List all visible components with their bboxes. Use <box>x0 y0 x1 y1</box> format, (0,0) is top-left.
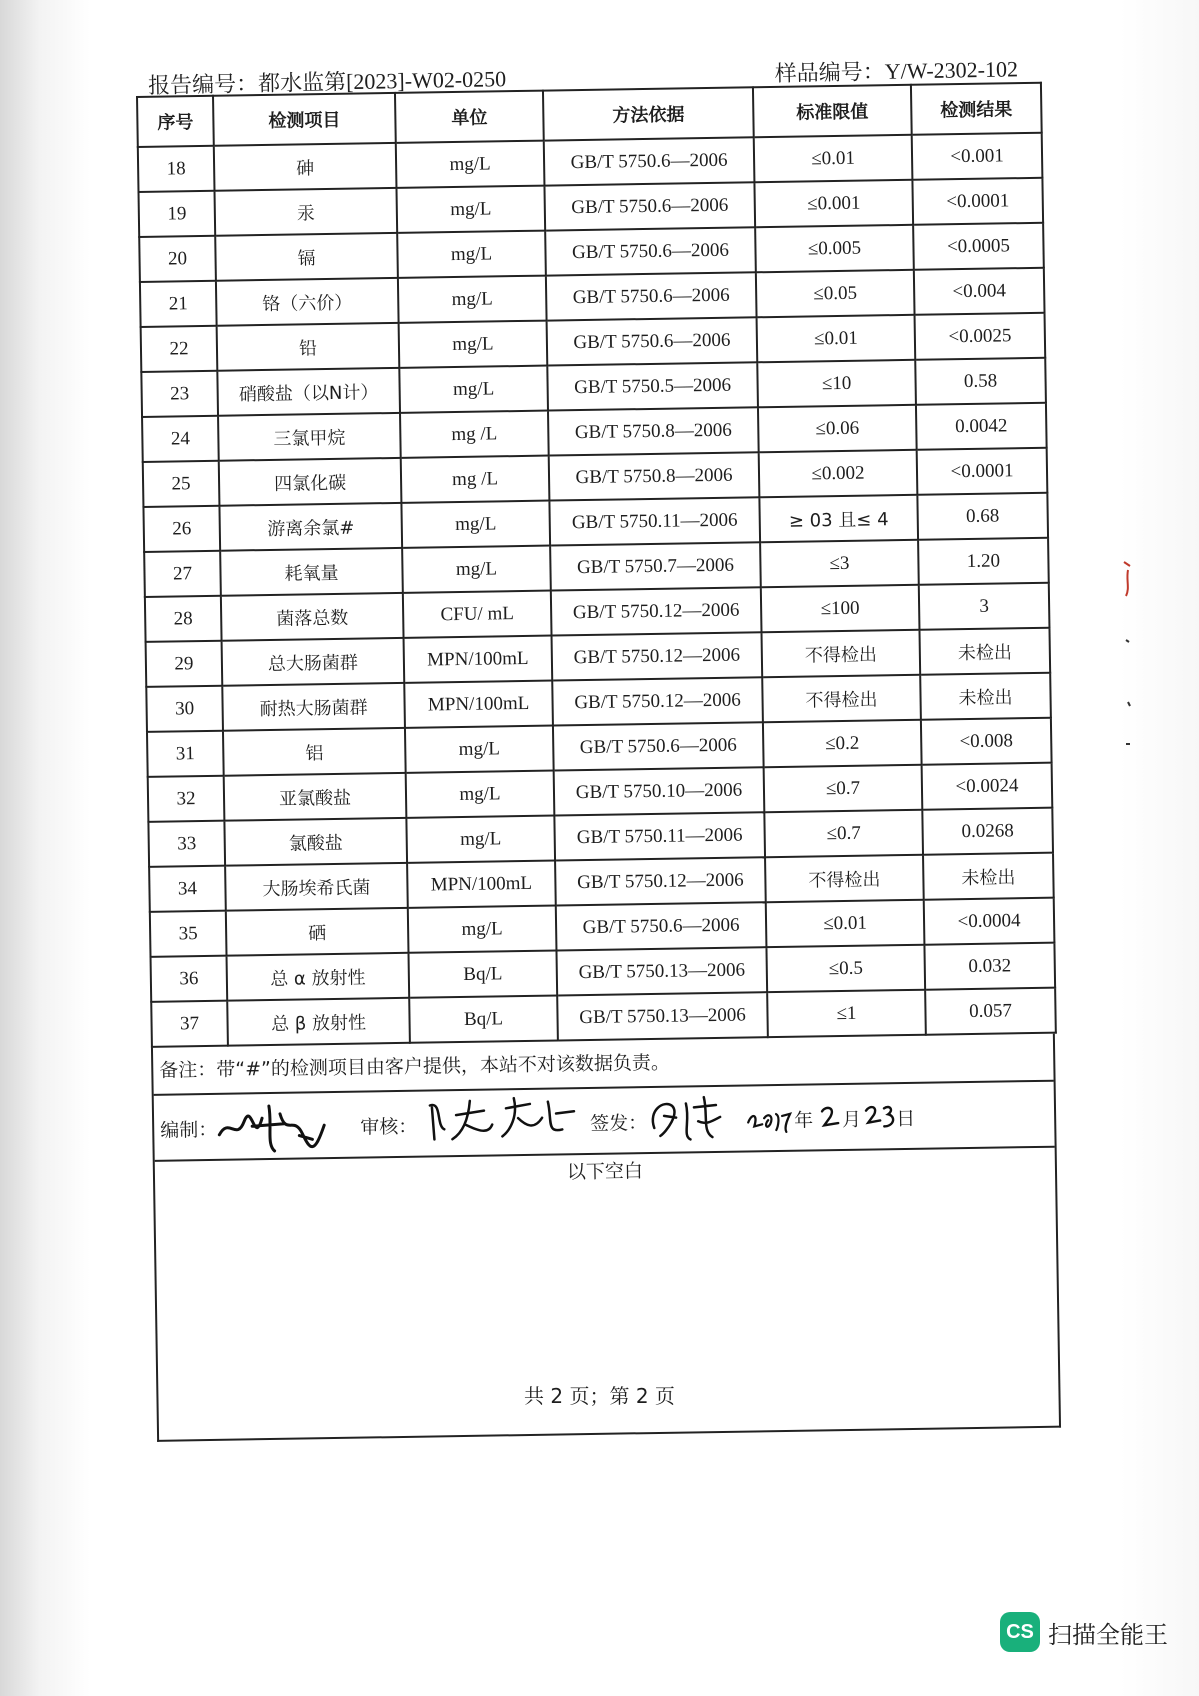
cell-result: <0.001 <box>912 133 1043 180</box>
cell-no: 33 <box>148 821 225 867</box>
date-month-char: 月 <box>841 1108 862 1132</box>
column-header: 单位 <box>395 91 544 143</box>
cell-limit: ≤0.7 <box>764 810 923 857</box>
cell-method: GB/T 5750.8—2006 <box>548 407 759 455</box>
date-day-char: 日 <box>895 1107 916 1131</box>
cell-limit: ≤0.01 <box>754 135 913 182</box>
cell-item: 铬（六价） <box>216 278 399 326</box>
reviewer-signature <box>422 1089 583 1148</box>
cell-unit: Bq/L <box>408 951 557 998</box>
cell-result: <0.008 <box>921 718 1052 765</box>
cell-no: 28 <box>145 596 222 642</box>
cell-method: GB/T 5750.11—2006 <box>554 812 765 860</box>
cell-no: 34 <box>149 866 226 912</box>
cell-result: <0.0001 <box>912 178 1043 225</box>
cell-unit: mg/L <box>396 141 545 188</box>
cell-limit: ≤0.5 <box>766 945 925 992</box>
cell-item: 菌落总数 <box>221 593 404 641</box>
cell-item: 总 α 放射性 <box>227 953 410 1001</box>
cell-method: GB/T 5750.13—2006 <box>556 947 767 995</box>
cell-result: 未检出 <box>919 628 1050 675</box>
cell-method: GB/T 5750.5—2006 <box>547 362 758 410</box>
cell-limit: ≤0.06 <box>758 405 917 452</box>
cell-unit: mg/L <box>401 501 550 548</box>
cell-method: GB/T 5750.13—2006 <box>557 992 768 1040</box>
table-body <box>138 133 1056 1047</box>
cell-item: 硝酸盐（以N计） <box>217 368 400 416</box>
cell-limit: ≤0.2 <box>763 720 922 767</box>
cell-result: 0.0268 <box>922 808 1053 855</box>
cell-result: 未检出 <box>920 673 1051 720</box>
cell-no: 27 <box>144 551 221 597</box>
cell-limit: 不得检出 <box>762 630 921 677</box>
cell-item: 耐热大肠菌群 <box>222 683 405 731</box>
cell-unit: mg /L <box>400 411 549 458</box>
cell-limit: ≤100 <box>761 585 920 632</box>
cell-no: 22 <box>141 326 218 372</box>
cell-no: 32 <box>148 776 225 822</box>
column-header: 检测项目 <box>213 93 396 146</box>
cell-unit: mg/L <box>397 231 546 278</box>
editor-label: 编制： <box>160 1118 218 1142</box>
cell-result: <0.0001 <box>917 448 1048 495</box>
cell-item: 铝 <box>223 728 406 776</box>
cs-badge-icon: CS <box>1000 1612 1040 1652</box>
cell-item: 总 β 放射性 <box>227 998 410 1046</box>
cell-no: 36 <box>151 956 228 1002</box>
cell-limit: ≤0.002 <box>759 450 918 497</box>
reviewer-label: 审核： <box>360 1115 418 1139</box>
cell-item: 亚氯酸盐 <box>224 773 407 821</box>
cell-result: 1.20 <box>918 538 1049 585</box>
cell-method: GB/T 5750.6—2006 <box>547 317 758 365</box>
cell-item: 大肠埃希氏菌 <box>225 863 408 911</box>
cell-item: 游离余氯# <box>219 503 402 551</box>
cell-limit: ≤3 <box>760 540 919 587</box>
cell-limit: ≤0.01 <box>766 900 925 947</box>
page-indicator: 共 2 页；第 2 页 <box>524 1384 675 1408</box>
report-sheet <box>136 82 1061 1442</box>
cell-limit: ≤0.7 <box>764 765 923 812</box>
column-header: 方法依据 <box>543 87 754 140</box>
cell-result: 0.032 <box>924 943 1055 990</box>
cell-no: 35 <box>150 911 227 957</box>
cell-unit: mg/L <box>402 546 551 593</box>
blank-text: 以下空白 <box>566 1160 644 1184</box>
cell-method: GB/T 5750.12—2006 <box>552 677 763 725</box>
cell-unit: MPN/100mL <box>404 636 553 683</box>
cell-limit: 不得检出 <box>762 675 921 722</box>
cell-unit: mg/L <box>406 771 555 818</box>
cell-unit: MPN/100mL <box>407 861 556 908</box>
cell-no: 20 <box>139 236 216 282</box>
column-header: 序号 <box>137 96 214 147</box>
cell-unit: mg/L <box>399 366 548 413</box>
cell-method: GB/T 5750.12—2006 <box>552 632 763 680</box>
date-day-handwritten <box>864 1098 901 1135</box>
cell-method: GB/T 5750.8—2006 <box>549 452 760 500</box>
cell-item: 四氯化碳 <box>219 458 402 506</box>
cell-unit: mg /L <box>401 456 550 503</box>
cell-result: 0.68 <box>917 493 1048 540</box>
cell-no: 30 <box>146 686 223 732</box>
cell-method: GB/T 5750.10—2006 <box>554 767 765 815</box>
cell-method: GB/T 5750.12—2006 <box>551 587 762 635</box>
cell-item: 硒 <box>226 908 409 956</box>
date-year-char: 年 <box>794 1109 814 1132</box>
sample-number: 样品编号：Y/W-2302-102 <box>774 56 1019 86</box>
cell-limit: ≥ 03 且≤ 4 <box>759 495 918 542</box>
cell-unit: MPN/100mL <box>404 681 553 728</box>
cell-limit: ≤0.005 <box>755 225 914 272</box>
cell-no: 18 <box>138 146 215 192</box>
scan-artifacts <box>1120 560 1140 760</box>
test-results-table <box>136 82 1057 1048</box>
scanner-watermark <box>1000 1608 1168 1656</box>
cell-limit: ≤0.05 <box>756 270 915 317</box>
cell-result: 0.057 <box>925 988 1056 1035</box>
cell-no: 19 <box>139 191 216 237</box>
cell-item: 镉 <box>215 233 398 281</box>
cell-no: 25 <box>143 461 220 507</box>
cell-item: 氯酸盐 <box>224 818 407 866</box>
cell-result: <0.0025 <box>915 313 1046 360</box>
cell-item: 三氯甲烷 <box>218 413 401 461</box>
date-year-handwritten <box>746 1104 794 1135</box>
cell-item: 铅 <box>217 323 400 371</box>
cell-result: <0.0005 <box>913 223 1044 270</box>
cell-no: 29 <box>146 641 223 687</box>
cell-limit: 不得检出 <box>765 855 924 902</box>
cell-unit: CFU/ mL <box>403 591 552 638</box>
cell-result: 3 <box>919 583 1050 630</box>
remark: 备注：带“#”的检测项目由客户提供，本站不对该数据负责。 <box>153 1034 1054 1096</box>
cell-no: 37 <box>151 1001 228 1047</box>
cell-result: 未检出 <box>923 853 1054 900</box>
cell-no: 31 <box>147 731 224 777</box>
date-month-handwritten <box>818 1101 842 1131</box>
cell-result: <0.004 <box>914 268 1045 315</box>
cell-method: GB/T 5750.6—2006 <box>544 137 755 185</box>
cell-method: GB/T 5750.12—2006 <box>555 857 766 905</box>
cell-method: GB/T 5750.11—2006 <box>549 497 760 545</box>
column-header: 标准限值 <box>753 85 912 137</box>
cell-result: 0.0042 <box>916 403 1047 450</box>
report-number: 报告编号：都水监第[2023]-W02-0250 <box>147 66 507 98</box>
watermark-text: 扫描全能王 <box>1048 1620 1168 1649</box>
cell-method: GB/T 5750.6—2006 <box>546 272 757 320</box>
cell-limit: ≤1 <box>767 990 926 1037</box>
issuer-label: 签发： <box>590 1112 648 1135</box>
cell-no: 26 <box>143 506 220 552</box>
cell-item: 总大肠菌群 <box>222 638 405 686</box>
cell-unit: mg/L <box>405 726 554 773</box>
cell-method: GB/T 5750.7—2006 <box>550 542 761 590</box>
cell-item: 砷 <box>214 143 397 191</box>
cell-no: 24 <box>142 416 219 462</box>
cell-unit: mg/L <box>398 276 547 323</box>
cell-method: GB/T 5750.6—2006 <box>553 722 764 770</box>
cell-result: <0.0004 <box>924 898 1055 945</box>
cell-result: <0.0024 <box>922 763 1053 810</box>
cell-no: 23 <box>141 371 218 417</box>
cell-limit: ≤10 <box>757 360 916 407</box>
cell-item: 汞 <box>214 188 397 236</box>
column-header: 检测结果 <box>911 83 1042 135</box>
cell-item: 耗氧量 <box>220 548 403 596</box>
cell-unit: mg/L <box>396 186 545 233</box>
cell-unit: mg/L <box>399 321 548 368</box>
cell-unit: Bq/L <box>409 995 558 1042</box>
cell-unit: mg/L <box>408 906 557 953</box>
editor-signature <box>214 1095 335 1157</box>
cell-unit: mg/L <box>406 816 555 863</box>
issuer-signature <box>646 1091 727 1146</box>
cell-method: GB/T 5750.6—2006 <box>556 902 767 950</box>
cell-no: 21 <box>140 281 217 327</box>
cell-limit: ≤0.01 <box>757 315 916 362</box>
cell-method: GB/T 5750.6—2006 <box>545 227 756 275</box>
cell-result: 0.58 <box>915 358 1046 405</box>
cell-method: GB/T 5750.6—2006 <box>544 182 755 230</box>
cell-limit: ≤0.001 <box>754 180 913 227</box>
